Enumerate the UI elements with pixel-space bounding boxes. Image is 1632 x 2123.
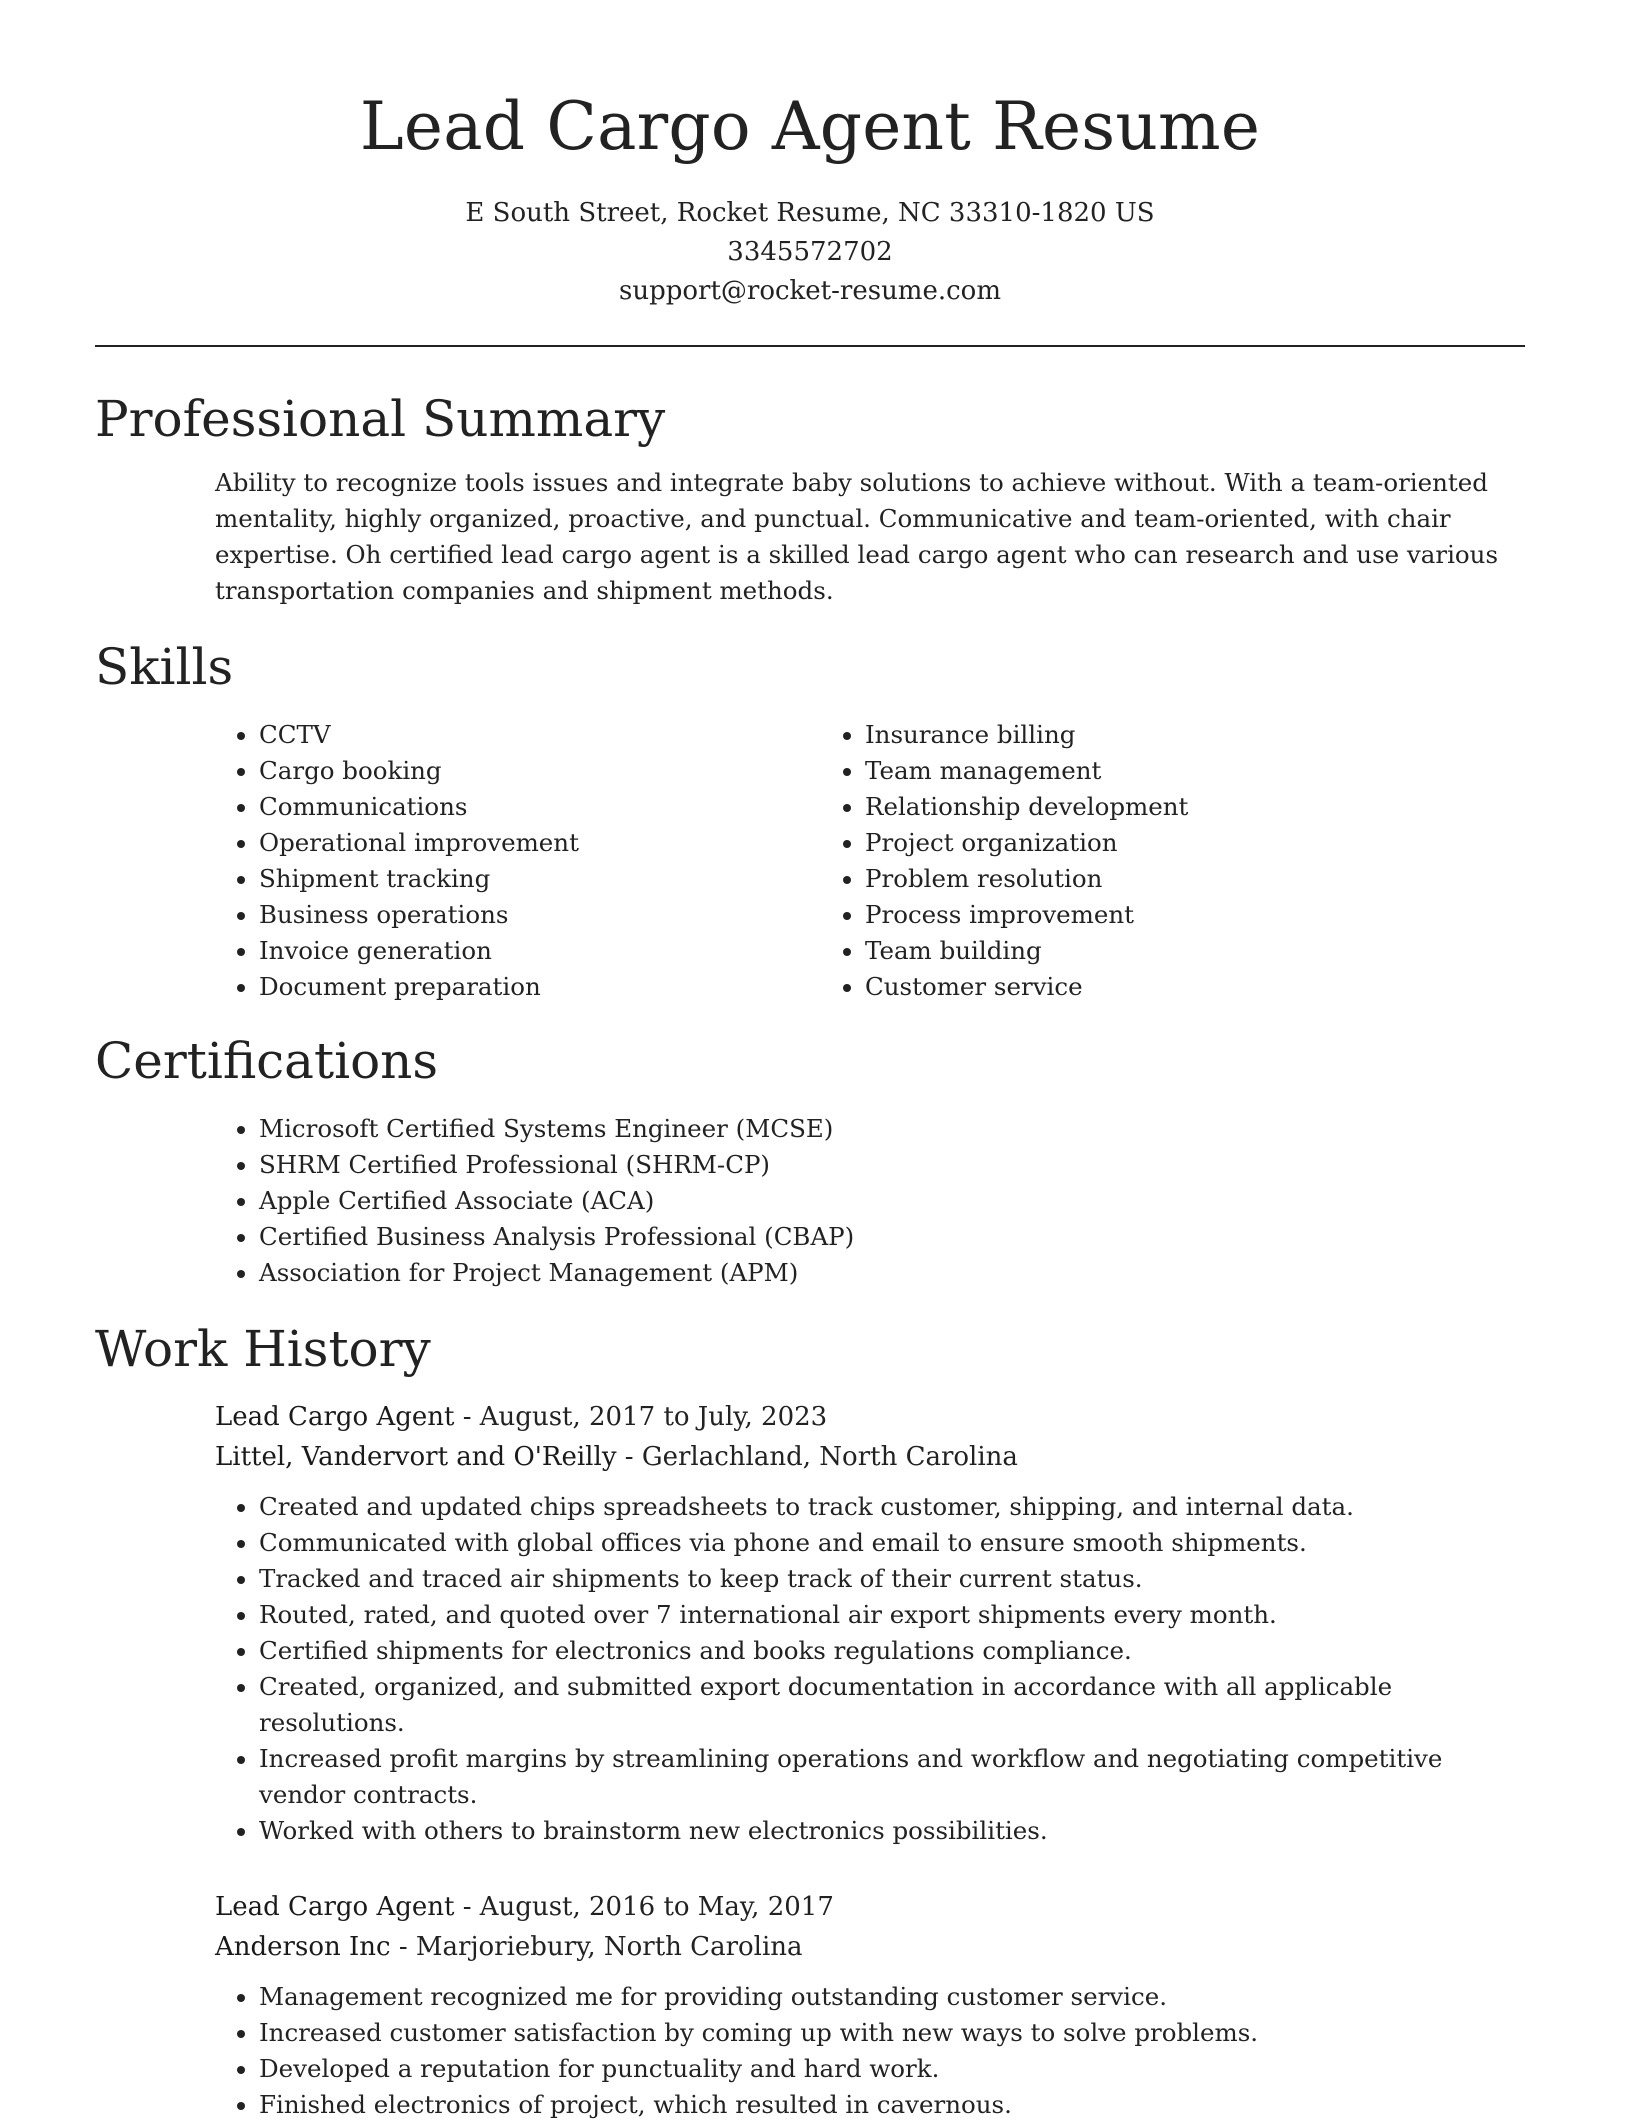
job-title-line <box>215 1887 1525 1927</box>
duty-item: • Routed, rated, and quoted over 7 international air export shipments every month. <box>259 1597 1525 1633</box>
certification-item: • Certified Business Analysis Professional (CBAP) <box>259 1219 1525 1255</box>
skill-item: • Business operations <box>259 897 815 933</box>
skill-item: • Communications <box>259 789 815 825</box>
duty-item: • Finished electronics of project, which resulted in cavernous. <box>259 2087 1525 2123</box>
job-location: Marjoriebury, North Carolina <box>415 1932 803 1962</box>
skill-item: • Shipment tracking <box>259 861 815 897</box>
job-title-line <box>215 1397 1525 1437</box>
job-company: Anderson Inc <box>215 1932 391 1962</box>
job-dates: August, 2016 to May, 2017 <box>479 1892 834 1922</box>
address: E South Street, Rocket Resume, NC 33310-1820 US <box>465 198 1155 228</box>
contact-info <box>95 194 1525 311</box>
separator: - <box>454 1892 480 1922</box>
phone-number: 3345572702 <box>727 237 893 267</box>
separator: - <box>390 1932 416 1962</box>
summary-heading: Professional Summary <box>95 390 666 448</box>
duty-item: • Created, organized, and submitted export documentation in accordance with all applicable resolutions. <box>259 1669 1525 1741</box>
job-company-line <box>215 1437 1525 1477</box>
skill-item: • Operational improvement <box>259 825 815 861</box>
job-role: Lead Cargo Agent <box>215 1892 455 1922</box>
resume-title: Lead Cargo Agent Resume <box>359 88 1261 165</box>
job-duties-list <box>215 1979 1525 2123</box>
skill-item: • Insurance billing <box>865 717 1515 753</box>
duty-item: • Developed a reputation for punctuality and hard work. <box>259 2051 1525 2087</box>
skills-column-right <box>815 717 1515 1005</box>
skill-item: • Problem resolution <box>865 861 1515 897</box>
certification-item: • SHRM Certified Professional (SHRM-CP) <box>259 1147 1525 1183</box>
certifications-heading: Certifications <box>95 1032 439 1090</box>
certification-item: • Association for Project Management (APM) <box>259 1255 1525 1291</box>
separator: - <box>616 1442 642 1472</box>
duty-item: • Increased profit margins by streamlining operations and workflow and negotiating competitive vendor contracts. <box>259 1741 1525 1813</box>
job-role: Lead Cargo Agent <box>215 1402 455 1432</box>
skill-item: • Team management <box>865 753 1515 789</box>
separator: - <box>454 1402 480 1432</box>
work-history-heading: Work History <box>95 1320 431 1378</box>
skill-item: • Relationship development <box>865 789 1515 825</box>
skill-item: • CCTV <box>259 717 815 753</box>
duty-item: • Tracked and traced air shipments to keep track of their current status. <box>259 1561 1525 1597</box>
skill-item: • Project organization <box>865 825 1515 861</box>
job-entry <box>215 1887 1525 2123</box>
skills-list <box>215 717 1525 1005</box>
resume-page <box>95 0 1525 2123</box>
header-divider <box>95 345 1525 347</box>
job-entry <box>215 1397 1525 1849</box>
duty-item: • Worked with others to brainstorm new electronics possibilities. <box>259 1813 1525 1849</box>
skill-item: • Cargo booking <box>259 753 815 789</box>
summary-text: Ability to recognize tools issues and integrate baby solutions to achieve without. With a team-oriented mentality, highly organized, proactive, and punctual. Communicative and team-oriented, with chair expertise. Oh certified lead cargo agent is a skilled lead cargo agent who can research and use various transportation companies and shipment methods. <box>215 468 1499 605</box>
skill-item: • Document preparation <box>259 969 815 1005</box>
skill-item: • Customer service <box>865 969 1515 1005</box>
duty-item: • Certified shipments for electronics and books regulations compliance. <box>259 1633 1525 1669</box>
job-duties-list <box>215 1489 1525 1849</box>
skills-column-left <box>215 717 815 1005</box>
duty-item: • Communicated with global offices via phone and email to ensure smooth shipments. <box>259 1525 1525 1561</box>
skills-heading: Skills <box>95 638 234 696</box>
job-company: Littel, Vandervort and O'Reilly <box>215 1442 617 1472</box>
duty-item: • Created and updated chips spreadsheets to track customer, shipping, and internal data. <box>259 1489 1525 1525</box>
resume-header <box>95 0 1525 311</box>
duty-item: • Management recognized me for providing outstanding customer service. <box>259 1979 1525 2015</box>
email-address: support@rocket-resume.com <box>618 276 1001 306</box>
certification-item: • Apple Certified Associate (ACA) <box>259 1183 1525 1219</box>
duty-item: • Increased customer satisfaction by coming up with new ways to solve problems. <box>259 2015 1525 2051</box>
skill-item: • Process improvement <box>865 897 1515 933</box>
certification-item: • Microsoft Certified Systems Engineer (MCSE) <box>259 1111 1525 1147</box>
job-location: Gerlachland, North Carolina <box>641 1442 1018 1472</box>
skill-item: • Team building <box>865 933 1515 969</box>
certifications-list <box>215 1111 1525 1291</box>
job-dates: August, 2017 to July, 2023 <box>479 1402 828 1432</box>
job-company-line <box>215 1927 1525 1967</box>
skill-item: • Invoice generation <box>259 933 815 969</box>
